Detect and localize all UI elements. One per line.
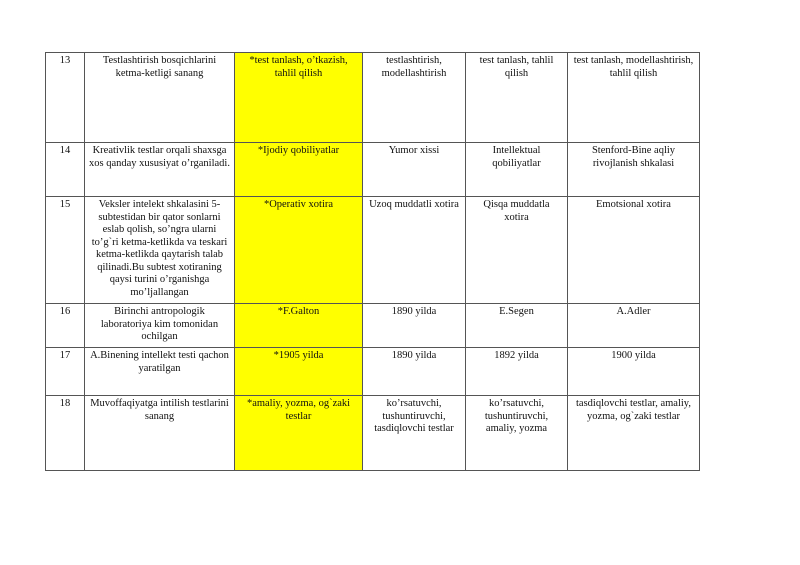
table-row: [46, 304, 700, 348]
option-2: Qisqa muddatla xotira: [466, 197, 568, 304]
option-1: 1890 yilda: [363, 348, 466, 396]
table-row: [46, 348, 700, 396]
option-2: 1892 yilda: [466, 348, 568, 396]
option-1: 1890 yilda: [363, 304, 466, 348]
option-3: test tanlash, modellashtirish, tahlil qilish: [568, 53, 700, 143]
correct-answer: *test tanlash, o’tkazish, tahlil qilish: [235, 53, 363, 143]
option-1: ko’rsatuvchi, tushuntiruvchi, tasdiqlovchi testlar: [363, 396, 466, 471]
option-1: Yumor xissi: [363, 143, 466, 197]
question-text: Muvoffaqiyatga intilish testlarini sanang: [85, 396, 235, 471]
question-text: Birinchi antropologik laboratoriya kim tomonidan ochilgan: [85, 304, 235, 348]
option-2: ko’rsatuvchi, tushuntiruvchi, amaliy, yozma: [466, 396, 568, 471]
question-text: Veksler intelekt shkalasini 5-subtestidan bir qator sonlarni eslab qolish, so’ngra ularni to’g`ri ketma-ketlikda va teskari ketma-ketlikda qaytarish talab qilinadi.Bu subtest xotiraning qaysi turini o’rganishga mo’ljallangan: [85, 197, 235, 304]
question-number: 18: [46, 396, 85, 471]
question-text: A.Binening intellekt testi qachon yaratilgan: [85, 348, 235, 396]
option-1: testlashtirish, modellashtirish: [363, 53, 466, 143]
table-row: [46, 396, 700, 471]
option-2: test tanlash, tahlil qilish: [466, 53, 568, 143]
correct-answer: *Ijodiy qobiliyatlar: [235, 143, 363, 197]
question-number: 13: [46, 53, 85, 143]
question-number: 17: [46, 348, 85, 396]
correct-answer: *F.Galton: [235, 304, 363, 348]
question-number: 14: [46, 143, 85, 197]
option-2: E.Segen: [466, 304, 568, 348]
table-row: [46, 53, 700, 143]
correct-answer: *Operativ xotira: [235, 197, 363, 304]
correct-answer: *amaliy, yozma, og`zaki testlar: [235, 396, 363, 471]
table-row: [46, 143, 700, 197]
option-1: Uzoq muddatli xotira: [363, 197, 466, 304]
correct-answer: *1905 yilda: [235, 348, 363, 396]
question-number: 15: [46, 197, 85, 304]
table-row: [46, 197, 700, 304]
option-3: 1900 yilda: [568, 348, 700, 396]
question-text: Kreativlik testlar orqali shaxsga xos qanday xususiyat o’rganiladi.: [85, 143, 235, 197]
option-3: tasdiqlovchi testlar, amaliy, yozma, og`zaki testlar: [568, 396, 700, 471]
question-number: 16: [46, 304, 85, 348]
option-3: Stenford-Bine aqliy rivojlanish shkalasi: [568, 143, 700, 197]
option-3: A.Adler: [568, 304, 700, 348]
option-3: Emotsional xotira: [568, 197, 700, 304]
question-text: Testlashtirish bosqichlarini ketma-ketligi sanang: [85, 53, 235, 143]
test-questions-table: [45, 52, 700, 471]
option-2: Intellektual qobiliyatlar: [466, 143, 568, 197]
